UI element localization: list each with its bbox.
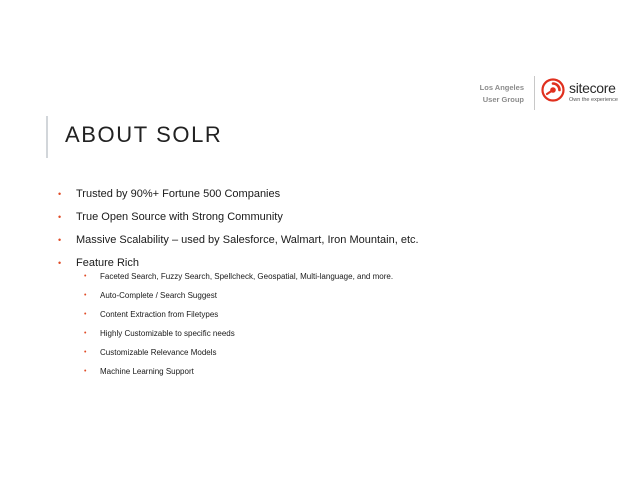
list-item: [58, 183, 419, 206]
sub-list-item: [84, 362, 393, 381]
user-group-label: [468, 82, 524, 106]
sub-list-item: [84, 267, 393, 286]
group-label-line-2: User Group: [482, 95, 524, 104]
title-accent-bar: [46, 116, 48, 158]
sub-list-item: [84, 343, 393, 362]
bullet-dot-icon: •: [84, 292, 87, 299]
sitecore-wordmark: sitecore: [569, 80, 616, 96]
bullet-dot-icon: •: [58, 189, 62, 199]
sub-list-item: [84, 305, 393, 324]
sub-list-item: [84, 286, 393, 305]
bullet-list: [58, 183, 419, 275]
sub-list-item-text: Customizable Relevance Models: [100, 348, 217, 357]
header-divider: [534, 76, 535, 110]
sitecore-logo: [541, 78, 631, 106]
sub-bullet-list: [84, 267, 393, 381]
bullet-dot-icon: •: [84, 368, 87, 375]
sitecore-logo-icon: [541, 78, 565, 102]
sub-list-item-text: Content Extraction from Filetypes: [100, 310, 219, 319]
bullet-dot-icon: •: [58, 212, 62, 222]
bullet-dot-icon: •: [84, 273, 87, 280]
bullet-dot-icon: •: [84, 349, 87, 356]
list-item-text: Massive Scalability – used by Salesforce, Walmart, Iron Mountain, etc.: [76, 234, 419, 246]
sub-list-item-text: Machine Learning Support: [100, 367, 194, 376]
bullet-dot-icon: •: [84, 311, 87, 318]
sub-list-item: [84, 324, 393, 343]
bullet-dot-icon: •: [84, 330, 87, 337]
bullet-dot-icon: •: [58, 258, 62, 268]
group-label-line-1: Los Angeles: [479, 83, 524, 92]
sub-list-item-text: Highly Customizable to specific needs: [100, 329, 235, 338]
list-item: [58, 206, 419, 229]
sub-list-item-text: Auto-Complete / Search Suggest: [100, 291, 217, 300]
bullet-dot-icon: •: [58, 235, 62, 245]
list-item: [58, 229, 419, 252]
list-item-text: True Open Source with Strong Community: [76, 211, 283, 223]
list-item-text: Trusted by 90%+ Fortune 500 Companies: [76, 188, 281, 200]
slide-title: ABOUT SOLR: [65, 122, 223, 147]
sub-list-item-text: Faceted Search, Fuzzy Search, Spellcheck, Geospatial, Multi-language, and more.: [100, 272, 394, 281]
sitecore-tagline: Own the experience: [569, 97, 618, 103]
list-item-text: Feature Rich: [76, 257, 139, 269]
